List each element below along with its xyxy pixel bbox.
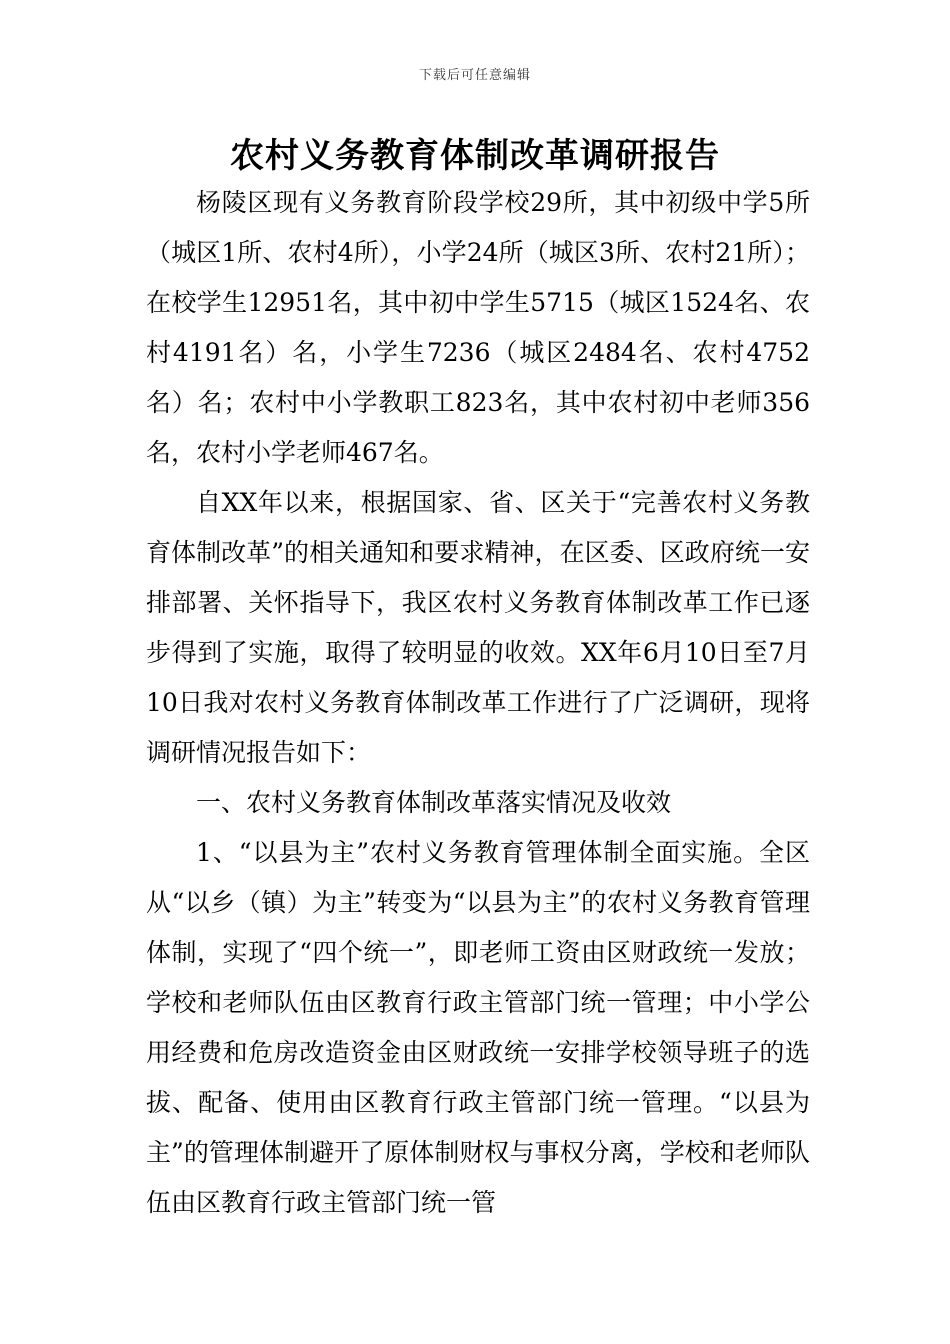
document-body bbox=[146, 178, 810, 1228]
paragraph-introduction: 自XX年以来，根据国家、省、区关于“完善农村义务教育体制改革”的相关通知和要求精神，在区委、区政府统一安排部署、关怀指导下，我区农村义务教育体制改革工作已逐步得到了实施，取得了较明显的收效。XX年6月10日至7月10日我对农村义务教育体制改革工作进行了广泛调研，现将调研情况报告如下： bbox=[146, 488, 810, 767]
section-heading-1: 一、农村义务教育体制改革落实情况及收效 bbox=[196, 788, 672, 817]
document-title: 农村义务教育体制改革调研报告 bbox=[230, 136, 720, 176]
header-note: 下载后可任意编辑 bbox=[418, 68, 531, 83]
paragraph-item-1: 1、“以县为主”农村义务教育管理体制全面实施。全区从“以乡（镇）为主”转变为“以县为主”的农村义务教育管理体制，实现了“四个统一”，即老师工资由区财政统一发放；学校和老师队伍由区教育行政主管部门统一管理；中小学公用经费和危房改造资金由区财政统一安排学校领导班子的选拔、配备、使用由区教育行政主管部门统一管理。“以县为主”的管理体制避开了原体制财权与事权分离，学校和老师队伍由区教育行政主管部门统一管 bbox=[146, 838, 810, 1217]
paragraph-school-statistics: 杨陵区现有义务教育阶段学校29所，其中初级中学5所（城区1所、农村4所），小学24所（城区3所、农村21所）；在校学生12951名，其中初中学生5715（城区1524名、农村4191名）名，小学生7236（城区2484名、农村4752名）名；农村中小学教职工823名，其中农村初中老师356名，农村小学老师467名。 bbox=[146, 188, 810, 467]
